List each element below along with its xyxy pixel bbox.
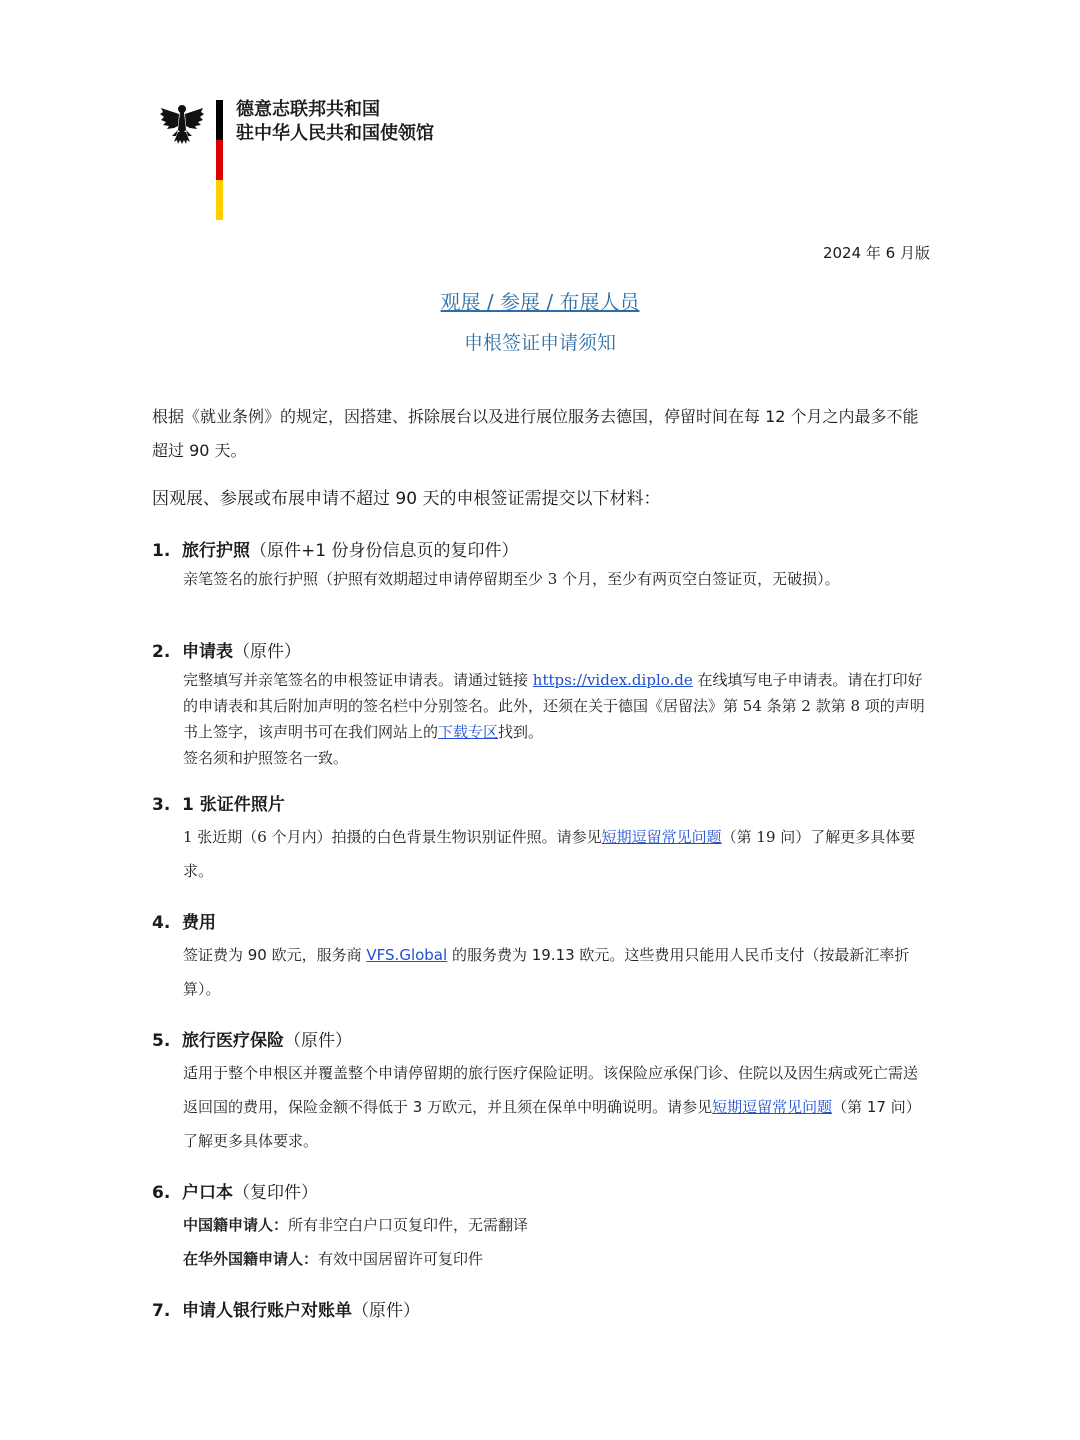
applicant-label: 在华外国籍申请人： [183, 1250, 319, 1268]
item-body-note: 签名须和护照签名一致。 [183, 749, 349, 767]
item-qualifier: （原件） [352, 1301, 420, 1321]
item-number: 5. [152, 1031, 171, 1051]
body-text: 在线填写电子申请表。请在打印好的申请表和其后附加声明的签名栏中分别签名。此外，还须在关于德国《居留法》第 54 条第 2 款第 8 项的声明书上签字，该声明书可在我们网站上的 [183, 671, 925, 741]
item-number: 2. [152, 642, 171, 662]
german-flag-bar [216, 100, 223, 220]
embassy-header [158, 98, 558, 224]
embassy-name-line1: 德意志联邦共和国 [236, 99, 380, 120]
intro-paragraph: 根据《就业条例》的规定，因搭建、拆除展台以及进行展位服务去德国，停留时间在每 12 个月之内最多不能超过 90 天。 [152, 407, 919, 460]
item-body [183, 820, 932, 888]
item-qualifier: （原件+1 份身份信息页的复印件） [250, 541, 519, 561]
requirement-fees [152, 908, 932, 1006]
document-version: 2024 年 6 月版 [822, 244, 930, 262]
item-name: 申请人银行账户对账单 [182, 1301, 352, 1321]
embassy-name [236, 98, 434, 146]
item-number: 1. [152, 541, 171, 561]
flag-black-stripe [216, 100, 223, 140]
applicant-label: 中国籍申请人： [183, 1216, 289, 1234]
item-qualifier: （复印件） [233, 1183, 318, 1203]
body-text: （第 17 问）了解更多具体要求。 [183, 1098, 921, 1150]
faq-link[interactable]: 短期逗留常见问题 [601, 828, 722, 846]
hukou-foreign-applicant [183, 1242, 932, 1276]
videx-link[interactable]: https://videx.diplo.de [532, 671, 693, 689]
body-text: （第 19 问）了解更多具体要求。 [183, 828, 916, 880]
item-number: 6. [152, 1183, 171, 1203]
download-area-link[interactable]: 下载专区 [438, 723, 499, 741]
item-qualifier: （原件） [233, 642, 301, 662]
item-title [152, 1178, 932, 1208]
requirement-hukou [152, 1178, 932, 1276]
body-text: 1 张近期（6 个月内）拍摄的白色背景生物识别证件照。请参见 [183, 828, 602, 846]
requirement-photo [152, 790, 932, 888]
item-body [183, 938, 932, 1006]
vfs-global-link[interactable]: VFS.Global [366, 946, 448, 964]
body-text: 的服务费为 19.13 欧元。这些费用只能用人民币支付（按最新汇率折算）。 [183, 946, 910, 998]
item-name: 户口本 [182, 1183, 233, 1203]
item-title [152, 637, 932, 667]
item-body [183, 1056, 932, 1158]
requirement-application-form [152, 637, 932, 771]
flag-gold-stripe [216, 180, 223, 220]
item-name: 申请表 [182, 642, 233, 662]
requirement-insurance [152, 1026, 932, 1158]
item-title [152, 908, 932, 938]
item-title [152, 1296, 932, 1326]
item-body [183, 667, 932, 745]
body-text: 找到。 [498, 723, 544, 741]
applicant-text: 有效中国居留许可复印件 [318, 1250, 484, 1268]
item-body: 亲笔签名的旅行护照（护照有效期超过申请停留期至少 3 个月，至少有两页空白签证页，无破损）。 [183, 570, 840, 588]
requirement-passport [152, 536, 932, 592]
body-text: 完整填写并亲笔签名的申根签证申请表。请通过链接 [183, 671, 533, 689]
item-name: 旅行护照 [182, 541, 250, 561]
requirement-bank-statement [152, 1296, 932, 1326]
item-title [152, 1026, 932, 1056]
item-number: 3. [152, 795, 171, 815]
faq-link[interactable]: 短期逗留常见问题 [712, 1098, 833, 1116]
item-number: 4. [152, 913, 171, 933]
item-name: 费用 [182, 913, 216, 933]
item-name: 旅行医疗保险 [182, 1031, 284, 1051]
flag-red-stripe [216, 140, 223, 180]
item-number: 7. [152, 1301, 171, 1321]
body-text: 签证费为 90 欧元，服务商 [183, 946, 367, 964]
applicant-text: 所有非空白户口页复印件，无需翻译 [288, 1216, 529, 1234]
body-text: 适用于整个申根区并覆盖整个申请停留期的旅行医疗保险证明。该保险应承保门诊、住院以及因生病或死亡需送返回国的费用，保险金额不得低于 3 万欧元，并且须在保单中明确说明。请参见 [183, 1064, 919, 1116]
item-name: 1 张证件照片 [182, 795, 285, 815]
item-title [152, 790, 932, 820]
document-subtitle: 申根签证申请须知 [463, 332, 616, 354]
item-qualifier: （原件） [284, 1031, 352, 1051]
german-federal-eagle-icon [158, 100, 206, 148]
materials-lead: 因观展、参展或布展申请不超过 90 天的申根签证需提交以下材料： [152, 489, 661, 509]
document-title: 观展 / 参展 / 布展人员 [440, 290, 640, 314]
embassy-name-line2: 驻中华人民共和国使领馆 [236, 123, 434, 144]
item-title [152, 536, 932, 566]
hukou-chinese-applicant [183, 1208, 932, 1242]
